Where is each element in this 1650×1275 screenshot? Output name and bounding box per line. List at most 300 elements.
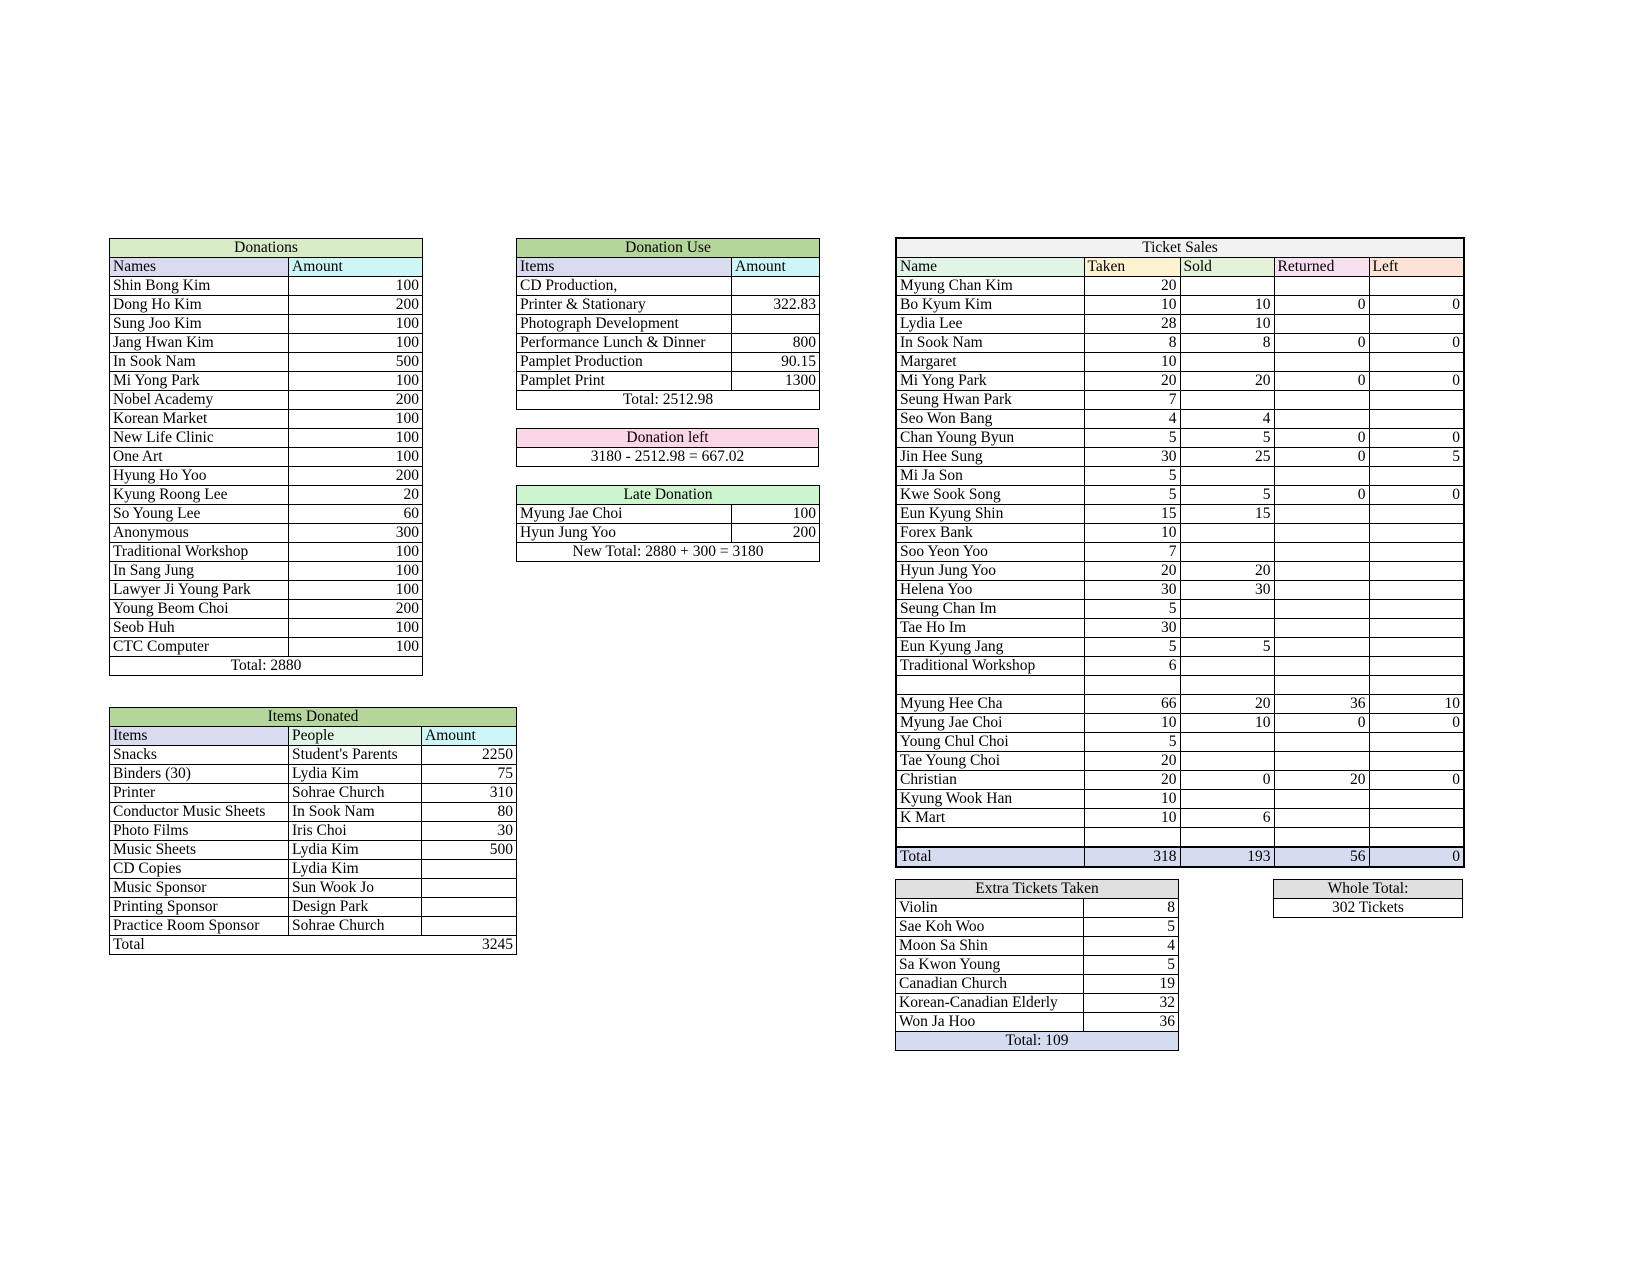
table-row (110, 562, 423, 581)
table-row (896, 353, 1464, 372)
column-header: Items (110, 727, 289, 746)
ticket-count (1369, 410, 1464, 429)
ticket-count: 10 (1180, 296, 1274, 315)
ticket-count: 10 (1084, 353, 1180, 372)
total-row (517, 391, 820, 410)
ticket-count (1084, 828, 1180, 848)
ticket-count: 20 (1084, 372, 1180, 391)
ticket-count (1274, 410, 1369, 429)
table-row (896, 733, 1464, 752)
ticket-count: 28 (1084, 315, 1180, 334)
table-row (110, 505, 423, 524)
table-row (110, 448, 423, 467)
donation-amount: 20 (289, 486, 423, 505)
ticket-count (1274, 581, 1369, 600)
table-row (896, 994, 1179, 1013)
ticket-count (1180, 353, 1274, 372)
item-donor: Sun Wook Jo (289, 879, 422, 898)
late-donation-table (516, 485, 820, 562)
donor-name: Hyung Ho Yoo (110, 467, 289, 486)
ticket-count: 6 (1084, 657, 1180, 676)
use-amount (732, 315, 820, 334)
seller-name: Young Chul Choi (896, 733, 1084, 752)
donor-name: Sung Joo Kim (110, 315, 289, 334)
total-value: 56 (1274, 847, 1369, 867)
ticket-count (1180, 828, 1274, 848)
total-cell: Total: 2512.98 (517, 391, 820, 410)
ticket-count: 4 (1084, 410, 1180, 429)
total-row (896, 847, 1464, 867)
extra-name: Sa Kwon Young (896, 956, 1084, 975)
seller-name: Myung Chan Kim (896, 277, 1084, 296)
donor-name: In Sang Jung (110, 562, 289, 581)
table-row (896, 771, 1464, 790)
column-header: Names (110, 258, 289, 277)
ticket-count: 0 (1274, 296, 1369, 315)
donation-amount: 200 (289, 391, 423, 410)
ticket-count: 30 (1084, 448, 1180, 467)
ticket-count: 20 (1084, 752, 1180, 771)
ticket-count: 20 (1180, 695, 1274, 714)
donation-amount: 200 (289, 600, 423, 619)
item-donor: Student's Parents (289, 746, 422, 765)
ticket-count: 8 (1084, 334, 1180, 353)
ticket-count: 20 (1084, 277, 1180, 296)
item-name: CD Copies (110, 860, 289, 879)
ticket-count (1274, 353, 1369, 372)
item-name: Music Sponsor (110, 879, 289, 898)
table-row (896, 448, 1464, 467)
spacer-cell (1084, 676, 1180, 695)
total-cell: Total: 2880 (110, 657, 423, 676)
seller-name (896, 828, 1084, 848)
table-row (110, 372, 423, 391)
donation-amount: 100 (289, 315, 423, 334)
seller-name: Lydia Lee (896, 315, 1084, 334)
seller-name: Forex Bank (896, 524, 1084, 543)
seller-name: Mi Yong Park (896, 372, 1084, 391)
table-row (896, 334, 1464, 353)
ticket-count (1369, 524, 1464, 543)
table-title: Extra Tickets Taken (896, 880, 1179, 899)
extra-count: 4 (1084, 937, 1179, 956)
table-row (110, 803, 517, 822)
ticket-count (1369, 315, 1464, 334)
seller-name: Tae Young Choi (896, 752, 1084, 771)
ticket-count: 36 (1274, 695, 1369, 714)
seller-name: Kyung Wook Han (896, 790, 1084, 809)
seller-name: Seung Chan Im (896, 600, 1084, 619)
ticket-count: 0 (1180, 771, 1274, 790)
table-title: Donations (110, 239, 423, 258)
extra-tickets-table (895, 879, 1179, 1051)
item-donor: Design Park (289, 898, 422, 917)
total-label: Total (110, 936, 422, 955)
ticket-count: 4 (1180, 410, 1274, 429)
seller-name: Eun Kyung Shin (896, 505, 1084, 524)
donor-name: Jang Hwan Kim (110, 334, 289, 353)
ticket-count (1274, 619, 1369, 638)
table-row (110, 429, 423, 448)
total-cell: New Total: 2880 + 300 = 3180 (517, 543, 820, 562)
table-title-row (1274, 880, 1463, 899)
seller-name: Kwe Sook Song (896, 486, 1084, 505)
donation-use-table (516, 238, 820, 410)
ticket-count: 10 (1084, 809, 1180, 828)
extra-count: 5 (1084, 956, 1179, 975)
ticket-count: 5 (1180, 486, 1274, 505)
ticket-count (1369, 600, 1464, 619)
ticket-count: 25 (1180, 448, 1274, 467)
ticket-count: 10 (1084, 790, 1180, 809)
column-header: Items (517, 258, 732, 277)
ticket-count: 0 (1369, 429, 1464, 448)
table-row (896, 790, 1464, 809)
table-row (110, 600, 423, 619)
table-row (896, 1013, 1179, 1032)
table-title-row (517, 239, 820, 258)
item-name: Practice Room Sponsor (110, 917, 289, 936)
ticket-count: 20 (1180, 562, 1274, 581)
table-row (896, 975, 1179, 994)
ticket-count (1274, 638, 1369, 657)
use-item: Printer & Stationary (517, 296, 732, 315)
use-item: Pamplet Production (517, 353, 732, 372)
donor-name: Dong Ho Kim (110, 296, 289, 315)
ticket-count (1274, 277, 1369, 296)
extra-name: Korean-Canadian Elderly (896, 994, 1084, 1013)
table-title: Items Donated (110, 708, 517, 727)
table-row (517, 372, 820, 391)
item-amount (422, 898, 517, 917)
item-name: Binders (30) (110, 765, 289, 784)
donation-amount: 500 (289, 353, 423, 372)
total-row (896, 1032, 1179, 1051)
table-row (896, 391, 1464, 410)
ticket-count: 0 (1274, 486, 1369, 505)
donor-name: New Life Clinic (110, 429, 289, 448)
donation-amount: 200 (289, 467, 423, 486)
donation-amount: 200 (289, 296, 423, 315)
table-row (896, 714, 1464, 733)
table-row (896, 372, 1464, 391)
ticket-count: 5 (1084, 600, 1180, 619)
total-row (110, 936, 517, 955)
whole-total-value: 302 Tickets (1274, 899, 1463, 918)
extra-count: 5 (1084, 918, 1179, 937)
use-amount: 800 (732, 334, 820, 353)
ticket-count (1274, 467, 1369, 486)
table-row (896, 562, 1464, 581)
items-donated-table (109, 707, 517, 955)
table-row (896, 486, 1464, 505)
table-title: Donation Use (517, 239, 820, 258)
ticket-count (1180, 600, 1274, 619)
ticket-count (1180, 752, 1274, 771)
ticket-count: 5 (1084, 429, 1180, 448)
donation-amount: 100 (289, 277, 423, 296)
extra-count: 36 (1084, 1013, 1179, 1032)
header-sold: Sold (1180, 258, 1274, 277)
ticket-count (1274, 315, 1369, 334)
ticket-count: 0 (1274, 372, 1369, 391)
use-amount: 90.15 (732, 353, 820, 372)
ticket-count: 15 (1084, 505, 1180, 524)
table-row (110, 353, 423, 372)
item-name: Printer (110, 784, 289, 803)
table-row (896, 467, 1464, 486)
ticket-count (1369, 277, 1464, 296)
ticket-count: 7 (1084, 543, 1180, 562)
donation-amount: 200 (732, 524, 820, 543)
table-row (110, 410, 423, 429)
ticket-count (1180, 277, 1274, 296)
donor-name: Korean Market (110, 410, 289, 429)
extra-name: Moon Sa Shin (896, 937, 1084, 956)
item-donor: Lydia Kim (289, 765, 422, 784)
ticket-sales-table (895, 237, 1465, 868)
table-row (517, 353, 820, 372)
use-amount: 322.83 (732, 296, 820, 315)
seller-name: Tae Ho Im (896, 619, 1084, 638)
total-label: Total (896, 847, 1084, 867)
table-row (110, 619, 423, 638)
ticket-count (1369, 733, 1464, 752)
donation-amount: 100 (289, 429, 423, 448)
whole-total-table (1273, 879, 1463, 918)
donor-name: Kyung Roong Lee (110, 486, 289, 505)
donation-amount: 100 (289, 410, 423, 429)
ticket-count (1180, 391, 1274, 410)
header-row (517, 258, 820, 277)
total-row (110, 657, 423, 676)
ticket-count: 0 (1369, 486, 1464, 505)
ticket-count: 0 (1274, 714, 1369, 733)
table-row (110, 581, 423, 600)
ticket-count (1274, 809, 1369, 828)
donor-name: Hyun Jung Yoo (517, 524, 732, 543)
value-row (1274, 899, 1463, 918)
ticket-count (1369, 562, 1464, 581)
ticket-count (1274, 524, 1369, 543)
seller-name: Bo Kyum Kim (896, 296, 1084, 315)
donor-name: Traditional Workshop (110, 543, 289, 562)
value-row (517, 448, 819, 467)
table-row (896, 809, 1464, 828)
ticket-count: 0 (1369, 372, 1464, 391)
header-row (896, 258, 1464, 277)
item-name: Photo Films (110, 822, 289, 841)
donation-left-value: 3180 - 2512.98 = 667.02 (517, 448, 819, 467)
ticket-count: 5 (1180, 638, 1274, 657)
table-row (896, 600, 1464, 619)
ticket-count (1180, 733, 1274, 752)
ticket-count: 30 (1084, 619, 1180, 638)
seller-name: Christian (896, 771, 1084, 790)
seller-name: In Sook Nam (896, 334, 1084, 353)
table-title-row (896, 238, 1464, 258)
table-row (517, 334, 820, 353)
item-name: Conductor Music Sheets (110, 803, 289, 822)
ticket-count (1180, 657, 1274, 676)
item-donor: In Sook Nam (289, 803, 422, 822)
use-amount: 1300 (732, 372, 820, 391)
table-row (517, 277, 820, 296)
ticket-count (1369, 543, 1464, 562)
item-amount: 30 (422, 822, 517, 841)
table-row (896, 695, 1464, 714)
donation-amount: 100 (732, 505, 820, 524)
table-row (110, 334, 423, 353)
ticket-count: 0 (1369, 296, 1464, 315)
donor-name: Lawyer Ji Young Park (110, 581, 289, 600)
item-donor: Sohrae Church (289, 917, 422, 936)
table-row (896, 277, 1464, 296)
table-row (110, 822, 517, 841)
donor-name: Mi Yong Park (110, 372, 289, 391)
use-item: Pamplet Print (517, 372, 732, 391)
header-name: Name (896, 258, 1084, 277)
table-title-row (517, 429, 819, 448)
item-name: Printing Sponsor (110, 898, 289, 917)
table-row (110, 879, 517, 898)
table-row (110, 543, 423, 562)
use-item: Photograph Development (517, 315, 732, 334)
donor-name: In Sook Nam (110, 353, 289, 372)
extra-name: Violin (896, 899, 1084, 918)
ticket-count: 20 (1274, 771, 1369, 790)
table-title: Whole Total: (1274, 880, 1463, 899)
item-amount: 310 (422, 784, 517, 803)
header-row (110, 727, 517, 746)
donations-table (109, 238, 423, 676)
table-row (110, 277, 423, 296)
donor-name: One Art (110, 448, 289, 467)
total-value: 193 (1180, 847, 1274, 867)
use-item: Performance Lunch & Dinner (517, 334, 732, 353)
table-row (896, 543, 1464, 562)
ticket-count (1369, 809, 1464, 828)
seller-name: Mi Ja Son (896, 467, 1084, 486)
table-row (110, 296, 423, 315)
ticket-count: 20 (1084, 562, 1180, 581)
ticket-count (1274, 657, 1369, 676)
table-row (110, 917, 517, 936)
ticket-count: 6 (1180, 809, 1274, 828)
header-taken: Taken (1084, 258, 1180, 277)
table-title-row (110, 239, 423, 258)
total-value: 0 (1369, 847, 1464, 867)
donor-name: CTC Computer (110, 638, 289, 657)
header-left: Left (1369, 258, 1464, 277)
ticket-count (1180, 790, 1274, 809)
table-row (110, 784, 517, 803)
table-title: Ticket Sales (896, 238, 1464, 258)
item-donor: Iris Choi (289, 822, 422, 841)
spacer-cell (1274, 676, 1369, 695)
ticket-count (1369, 467, 1464, 486)
table-row (110, 524, 423, 543)
table-row (896, 657, 1464, 676)
table-row (896, 918, 1179, 937)
item-donor: Lydia Kim (289, 841, 422, 860)
table-row (110, 467, 423, 486)
seller-name: Myung Hee Cha (896, 695, 1084, 714)
ticket-count (1369, 353, 1464, 372)
item-name: Music Sheets (110, 841, 289, 860)
ticket-count (1274, 505, 1369, 524)
ticket-count: 30 (1180, 581, 1274, 600)
ticket-count: 20 (1084, 771, 1180, 790)
table-row (517, 505, 820, 524)
ticket-count (1274, 752, 1369, 771)
table-row (110, 746, 517, 765)
table-row (896, 619, 1464, 638)
seller-name: Seo Won Bang (896, 410, 1084, 429)
donor-name: Young Beom Choi (110, 600, 289, 619)
ticket-count: 5 (1369, 448, 1464, 467)
ticket-count: 5 (1084, 638, 1180, 657)
column-header: Amount (289, 258, 423, 277)
header-returned: Returned (1274, 258, 1369, 277)
seller-name: Eun Kyung Jang (896, 638, 1084, 657)
item-amount (422, 917, 517, 936)
ticket-count: 0 (1369, 714, 1464, 733)
donor-name: Myung Jae Choi (517, 505, 732, 524)
spacer-cell (896, 676, 1084, 695)
header-row (110, 258, 423, 277)
ticket-count: 10 (1180, 714, 1274, 733)
use-item: CD Production, (517, 277, 732, 296)
item-amount (422, 860, 517, 879)
column-header: People (289, 727, 422, 746)
table-row (896, 937, 1179, 956)
seller-name: Hyun Jung Yoo (896, 562, 1084, 581)
table-row (896, 315, 1464, 334)
table-row (896, 296, 1464, 315)
ticket-count: 8 (1180, 334, 1274, 353)
donor-name: So Young Lee (110, 505, 289, 524)
table-row (896, 524, 1464, 543)
table-row (896, 429, 1464, 448)
table-row (896, 752, 1464, 771)
extra-count: 32 (1084, 994, 1179, 1013)
table-row (896, 410, 1464, 429)
ticket-count: 0 (1274, 429, 1369, 448)
total-value: 3245 (422, 936, 517, 955)
item-amount: 2250 (422, 746, 517, 765)
ticket-count: 7 (1084, 391, 1180, 410)
table-row (896, 505, 1464, 524)
table-row (517, 524, 820, 543)
donation-amount: 100 (289, 638, 423, 657)
ticket-count (1369, 638, 1464, 657)
ticket-count (1274, 600, 1369, 619)
ticket-count (1369, 657, 1464, 676)
column-header: Amount (422, 727, 517, 746)
ticket-count (1274, 790, 1369, 809)
donation-amount: 100 (289, 581, 423, 600)
table-row (896, 899, 1179, 918)
ticket-count (1369, 828, 1464, 848)
ticket-count: 10 (1084, 714, 1180, 733)
ticket-count (1274, 562, 1369, 581)
use-amount (732, 277, 820, 296)
donation-amount: 100 (289, 448, 423, 467)
item-amount: 500 (422, 841, 517, 860)
ticket-count: 15 (1180, 505, 1274, 524)
ticket-count: 10 (1084, 524, 1180, 543)
